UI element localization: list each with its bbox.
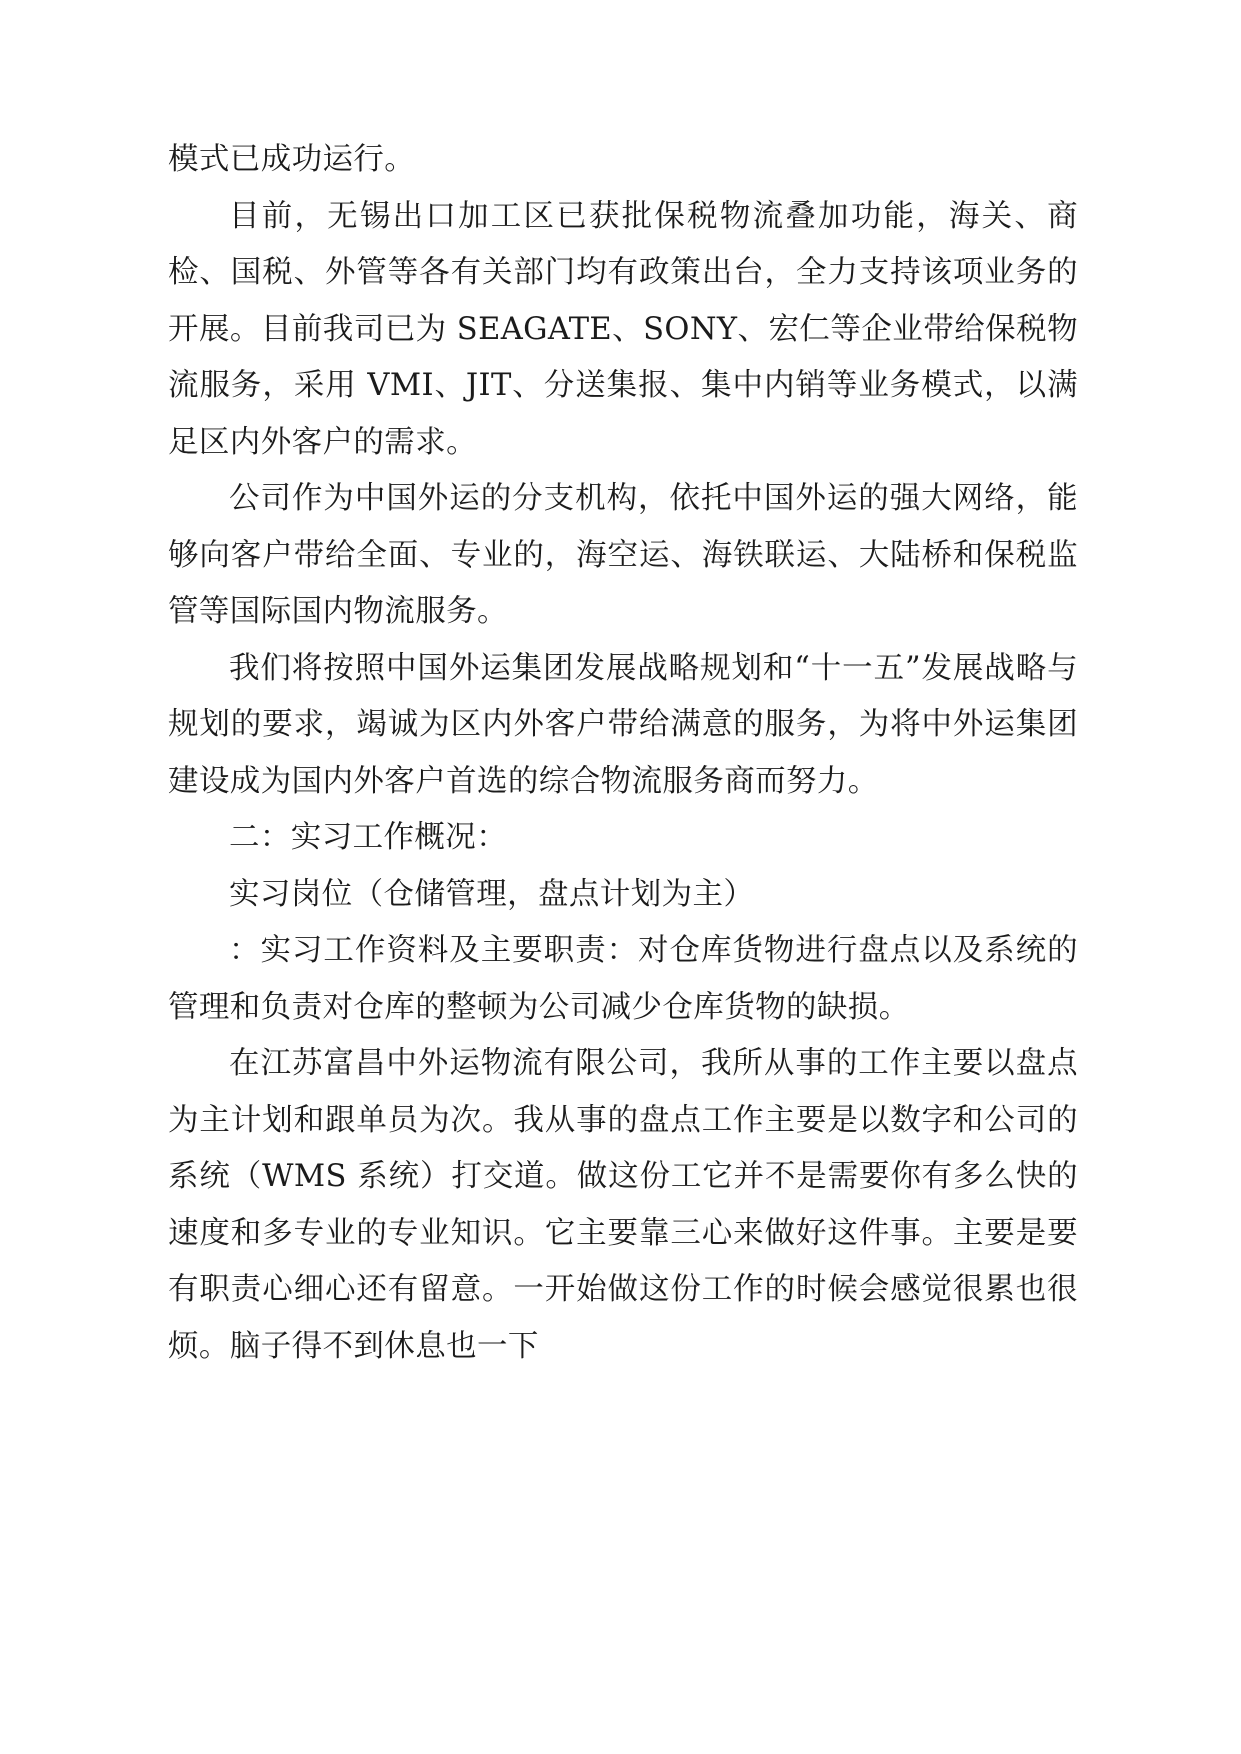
document-body [168,132,1078,1375]
paragraph: 我们将按照中国外运集团发展战略规划和“十一五”发展战略与规划的要求，竭诚为区内外客户带给满意的服务，为将中外运集团建设成为国内外客户首选的综合物流服务商而努力。 [168,650,1078,799]
paragraph: ：实习工作资料及主要职责：对仓库货物进行盘点以及系统的管理和负责对仓库的整顿为公司减少仓库货物的缺损。 [168,933,1078,1025]
paragraph: 在江苏富昌中外运物流有限公司，我所从事的工作主要以盘点为主计划和跟单员为次。我从事的盘点工作主要是以数字和公司的系统（WMS 系统）打交道。做这份工它并不是需要你有多么快的速度和多专业的专业知识。它主要靠三心来做好这件事。主要是要有职责心细心还有留意。一开始做这份工作的时候会感觉很累也很烦。脑子得不到休息也一下 [168,1046,1078,1364]
paragraph: 公司作为中国外运的分支机构，依托中国外运的强大网络，能够向客户带给全面、专业的，海空运、海铁联运、大陆桥和保税监管等国际国内物流服务。 [168,481,1078,629]
paragraph: 目前，无锡出口加工区已获批保税物流叠加功能，海关、商检、国税、外管等各有关部门均有政策出台，全力支持该项业务的开展。目前我司已为 SEAGATE、SONY、宏仁等企业带给保税物流服务，采用 VMI、JIT、分送集报、集中内销等业务模式，以满足区内外客户的需求。 [168,198,1078,460]
paragraph: 模式已成功运行。 [168,142,416,177]
section-heading: 二：实习工作概况： [229,820,508,855]
paragraph: 实习岗位（仓储管理，盘点计划为主） [229,876,755,912]
